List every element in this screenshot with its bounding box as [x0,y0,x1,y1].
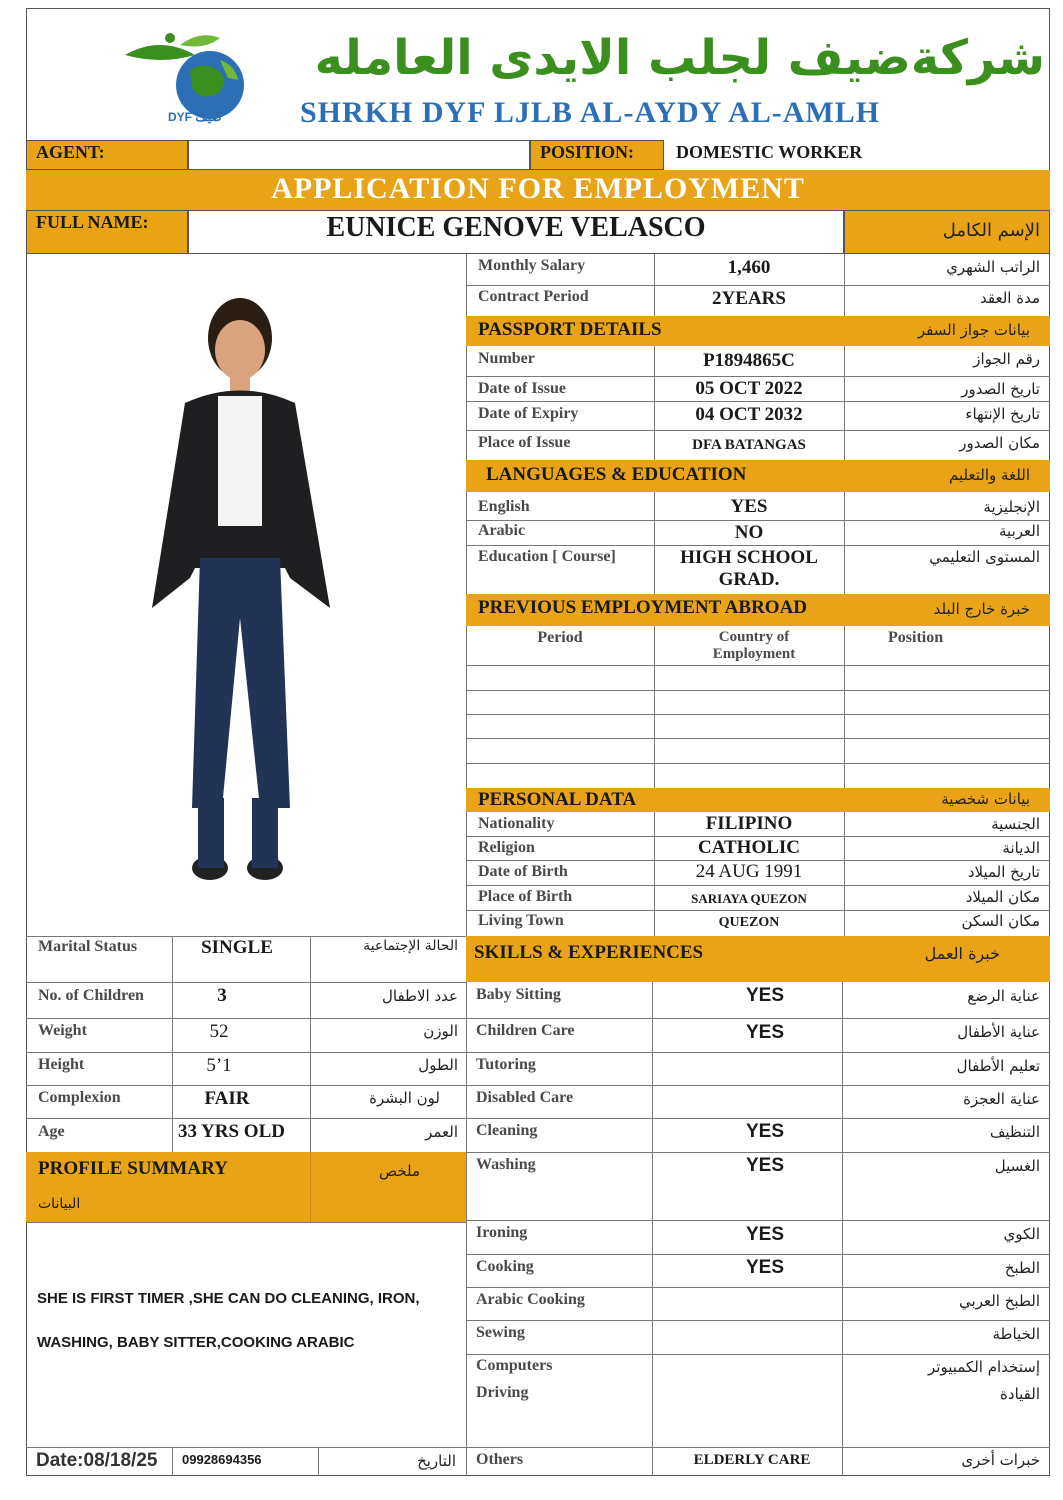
place-of-issue-value: DFA BATANGAS [692,437,806,453]
logo-text: DYF ضيف [168,110,222,124]
date-of-birth-label: Date of Birth [478,863,568,880]
applicant-photo [140,278,340,903]
languages-heading: LANGUAGES & EDUCATION [486,464,747,485]
date-of-issue-arabic: تاريخ الصدور [961,380,1040,398]
agent-value [188,140,530,170]
education-arabic: المستوى التعليمي [929,548,1040,566]
passport-number-label: Number [478,350,535,367]
profile-heading-arabic-2: البيانات [38,1196,81,1212]
passport-heading-arabic: بيانات جواز السفر [917,321,1030,339]
previous-heading-arabic: خبرة خارج البلد [933,600,1030,618]
position-value: DOMESTIC WORKER [676,142,863,162]
place-of-birth-value: SARIAYA QUEZON [691,891,807,906]
skill-cleaning-value: YES [745,1121,785,1142]
skill-others-label: Others [476,1451,524,1468]
height-arabic: الطول [418,1056,458,1074]
date-of-issue-value: 05 OCT 2022 [695,378,803,399]
nationality-value: FILIPINO [705,813,793,834]
date-of-birth-arabic: تاريخ الميلاد [967,863,1040,881]
profile-heading-arabic: ملخص [378,1162,420,1180]
skill-arabic-cooking-label: Arabic Cooking [476,1291,585,1308]
children-count-value: 3 [217,985,227,1006]
complexion-label: Complexion [38,1089,121,1106]
place-of-issue-arabic: مكان الصدور [959,434,1040,452]
agent-label: AGENT: [36,142,105,162]
religion-arabic: الديانة [1002,839,1040,857]
skill-children-care-value: YES [745,1022,785,1043]
footer-date-arabic: التاريخ [417,1452,456,1470]
fullname-arabic: الإسم الكامل [942,220,1040,241]
children-count-arabic: عدد الاطفال [382,987,458,1005]
skill-tutoring-arabic: تعليم الأطفال [956,1057,1040,1075]
skill-computers-label: Computers [476,1357,553,1374]
skill-sewing-arabic: الخياطة [992,1325,1040,1343]
living-town-label: Living Town [478,912,564,929]
contract-period-value: 2YEARS [712,288,786,309]
place-of-birth-label: Place of Birth [478,888,573,905]
skill-children-care-label: Children Care [476,1022,575,1039]
footer-date: Date:08/18/25 [36,1450,158,1471]
company-logo [120,30,270,130]
education-label: Education [ Course] [478,548,616,565]
skill-cooking-value: YES [745,1257,785,1278]
religion-value: CATHOLIC [697,837,801,858]
marital-status-value: SINGLE [201,937,273,958]
passport-heading: PASSPORT DETAILS [478,319,662,340]
living-town-arabic: مكان السكن [961,912,1040,930]
fullname-label: FULL NAME: [36,212,149,232]
arabic-arabic: العربية [999,522,1040,540]
english-arabic: الإنجليزية [983,498,1040,516]
skill-driving-label: Driving [476,1384,529,1401]
footer-phone: 09928694356 [182,1452,262,1467]
marital-status-arabic: الحالة الإجتماعية [363,938,458,954]
country-column-header: Country of Employment [712,629,796,662]
date-of-birth-value: 24 AUG 1991 [695,861,803,882]
arabic-label: Arabic [478,522,526,539]
skill-cooking-label: Cooking [476,1258,534,1275]
skill-ironing-arabic: الكوي [1003,1225,1040,1243]
passport-number-value: P1894865C [703,350,795,371]
skill-ironing-value: YES [745,1224,785,1245]
skills-heading-arabic: خبرة العمل [924,944,1000,963]
skill-washing-arabic: الغسيل [994,1157,1040,1175]
skill-sewing-label: Sewing [476,1324,525,1341]
personal-heading-arabic: بيانات شخصية [941,790,1030,808]
period-column-header: Period [537,629,583,646]
position-column-header: Position [888,629,944,646]
date-of-expiry-value: 04 OCT 2032 [695,404,803,425]
date-of-expiry-arabic: تاريخ الإنتهاء [965,405,1040,423]
skill-computers-arabic: إستخدام الكمبيوتر [928,1358,1040,1376]
skill-disabled-care-label: Disabled Care [476,1089,574,1106]
form-title: APPLICATION FOR EMPLOYMENT [271,172,805,205]
skill-baby-sitting-arabic: عناية الرضع [967,987,1040,1005]
passport-number-arabic: رقم الجواز [973,350,1040,368]
company-name-arabic: شركةضيف لجلب الايدى العامله [314,30,1045,86]
english-value: YES [730,496,768,517]
skill-children-care-arabic: عناية الأطفال [957,1023,1040,1041]
monthly-salary-value: 1,460 [727,257,771,278]
arabic-value: NO [734,522,764,543]
religion-label: Religion [478,839,535,856]
applicant-photo-figure [140,278,340,903]
education-value: HIGH SCHOOL GRAD. [680,547,818,590]
age-label: Age [38,1123,65,1140]
children-count-label: No. of Children [38,987,144,1004]
company-name-english: SHRKH DYF LJLB AL-AYDY AL-AMLH [300,96,881,129]
skill-arabic-cooking-arabic: الطبخ العربي [959,1292,1040,1310]
profile-heading: PROFILE SUMMARY [38,1158,228,1179]
skill-others-value: ELDERLY CARE [693,1452,811,1468]
complexion-arabic: لون البشرة [369,1089,440,1107]
skill-disabled-care-arabic: عناية العجزة [963,1090,1040,1108]
weight-value: 52 [209,1021,229,1042]
previous-heading: PREVIOUS EMPLOYMENT ABROAD [478,597,808,618]
position-label: POSITION: [540,142,635,162]
marital-status-label: Marital Status [38,938,138,955]
contract-period-label: Contract Period [478,288,589,305]
weight-arabic: الوزن [423,1022,458,1040]
languages-heading-arabic: اللغة والتعليم [949,466,1030,484]
date-of-expiry-label: Date of Expiry [478,405,579,422]
height-value: 5’1 [206,1055,232,1076]
skills-heading: SKILLS & EXPERIENCES [474,942,704,963]
personal-heading: PERSONAL DATA [478,789,637,810]
height-label: Height [38,1056,85,1073]
fullname-value: EUNICE GENOVE VELASCO [326,212,706,243]
date-of-issue-label: Date of Issue [478,380,566,397]
skill-baby-sitting-value: YES [745,985,785,1006]
nationality-label: Nationality [478,815,555,832]
monthly-salary-arabic: الراتب الشهري [946,258,1040,276]
age-arabic: العمر [425,1123,458,1141]
skill-baby-sitting-label: Baby Sitting [476,986,561,1003]
skill-cleaning-label: Cleaning [476,1122,538,1139]
profile-summary-line-2: WASHING, BABY SITTER,COOKING ARABIC [37,1334,355,1351]
skill-ironing-label: Ironing [476,1224,528,1241]
place-of-birth-arabic: مكان الميلاد [965,888,1040,906]
weight-label: Weight [38,1022,87,1039]
living-town-value: QUEZON [718,915,780,930]
monthly-salary-label: Monthly Salary [478,257,586,274]
contract-period-arabic: مدة العقد [980,289,1040,307]
skill-driving-arabic: القيادة [1000,1385,1040,1403]
skill-washing-value: YES [745,1155,785,1176]
skill-cleaning-arabic: التنظيف [989,1123,1040,1141]
skill-others-arabic: خبرات أخرى [961,1451,1040,1469]
place-of-issue-label: Place of Issue [478,434,571,451]
skill-tutoring-label: Tutoring [476,1056,536,1073]
age-value: 33 YRS OLD [178,1121,285,1142]
skill-cooking-arabic: الطبخ [1004,1259,1040,1277]
profile-summary-line-1: SHE IS FIRST TIMER ,SHE CAN DO CLEANING, IRON, [37,1290,420,1307]
complexion-value: FAIR [204,1088,250,1109]
skill-washing-label: Washing [476,1156,536,1173]
nationality-arabic: الجنسية [991,815,1040,833]
english-label: English [478,498,530,515]
